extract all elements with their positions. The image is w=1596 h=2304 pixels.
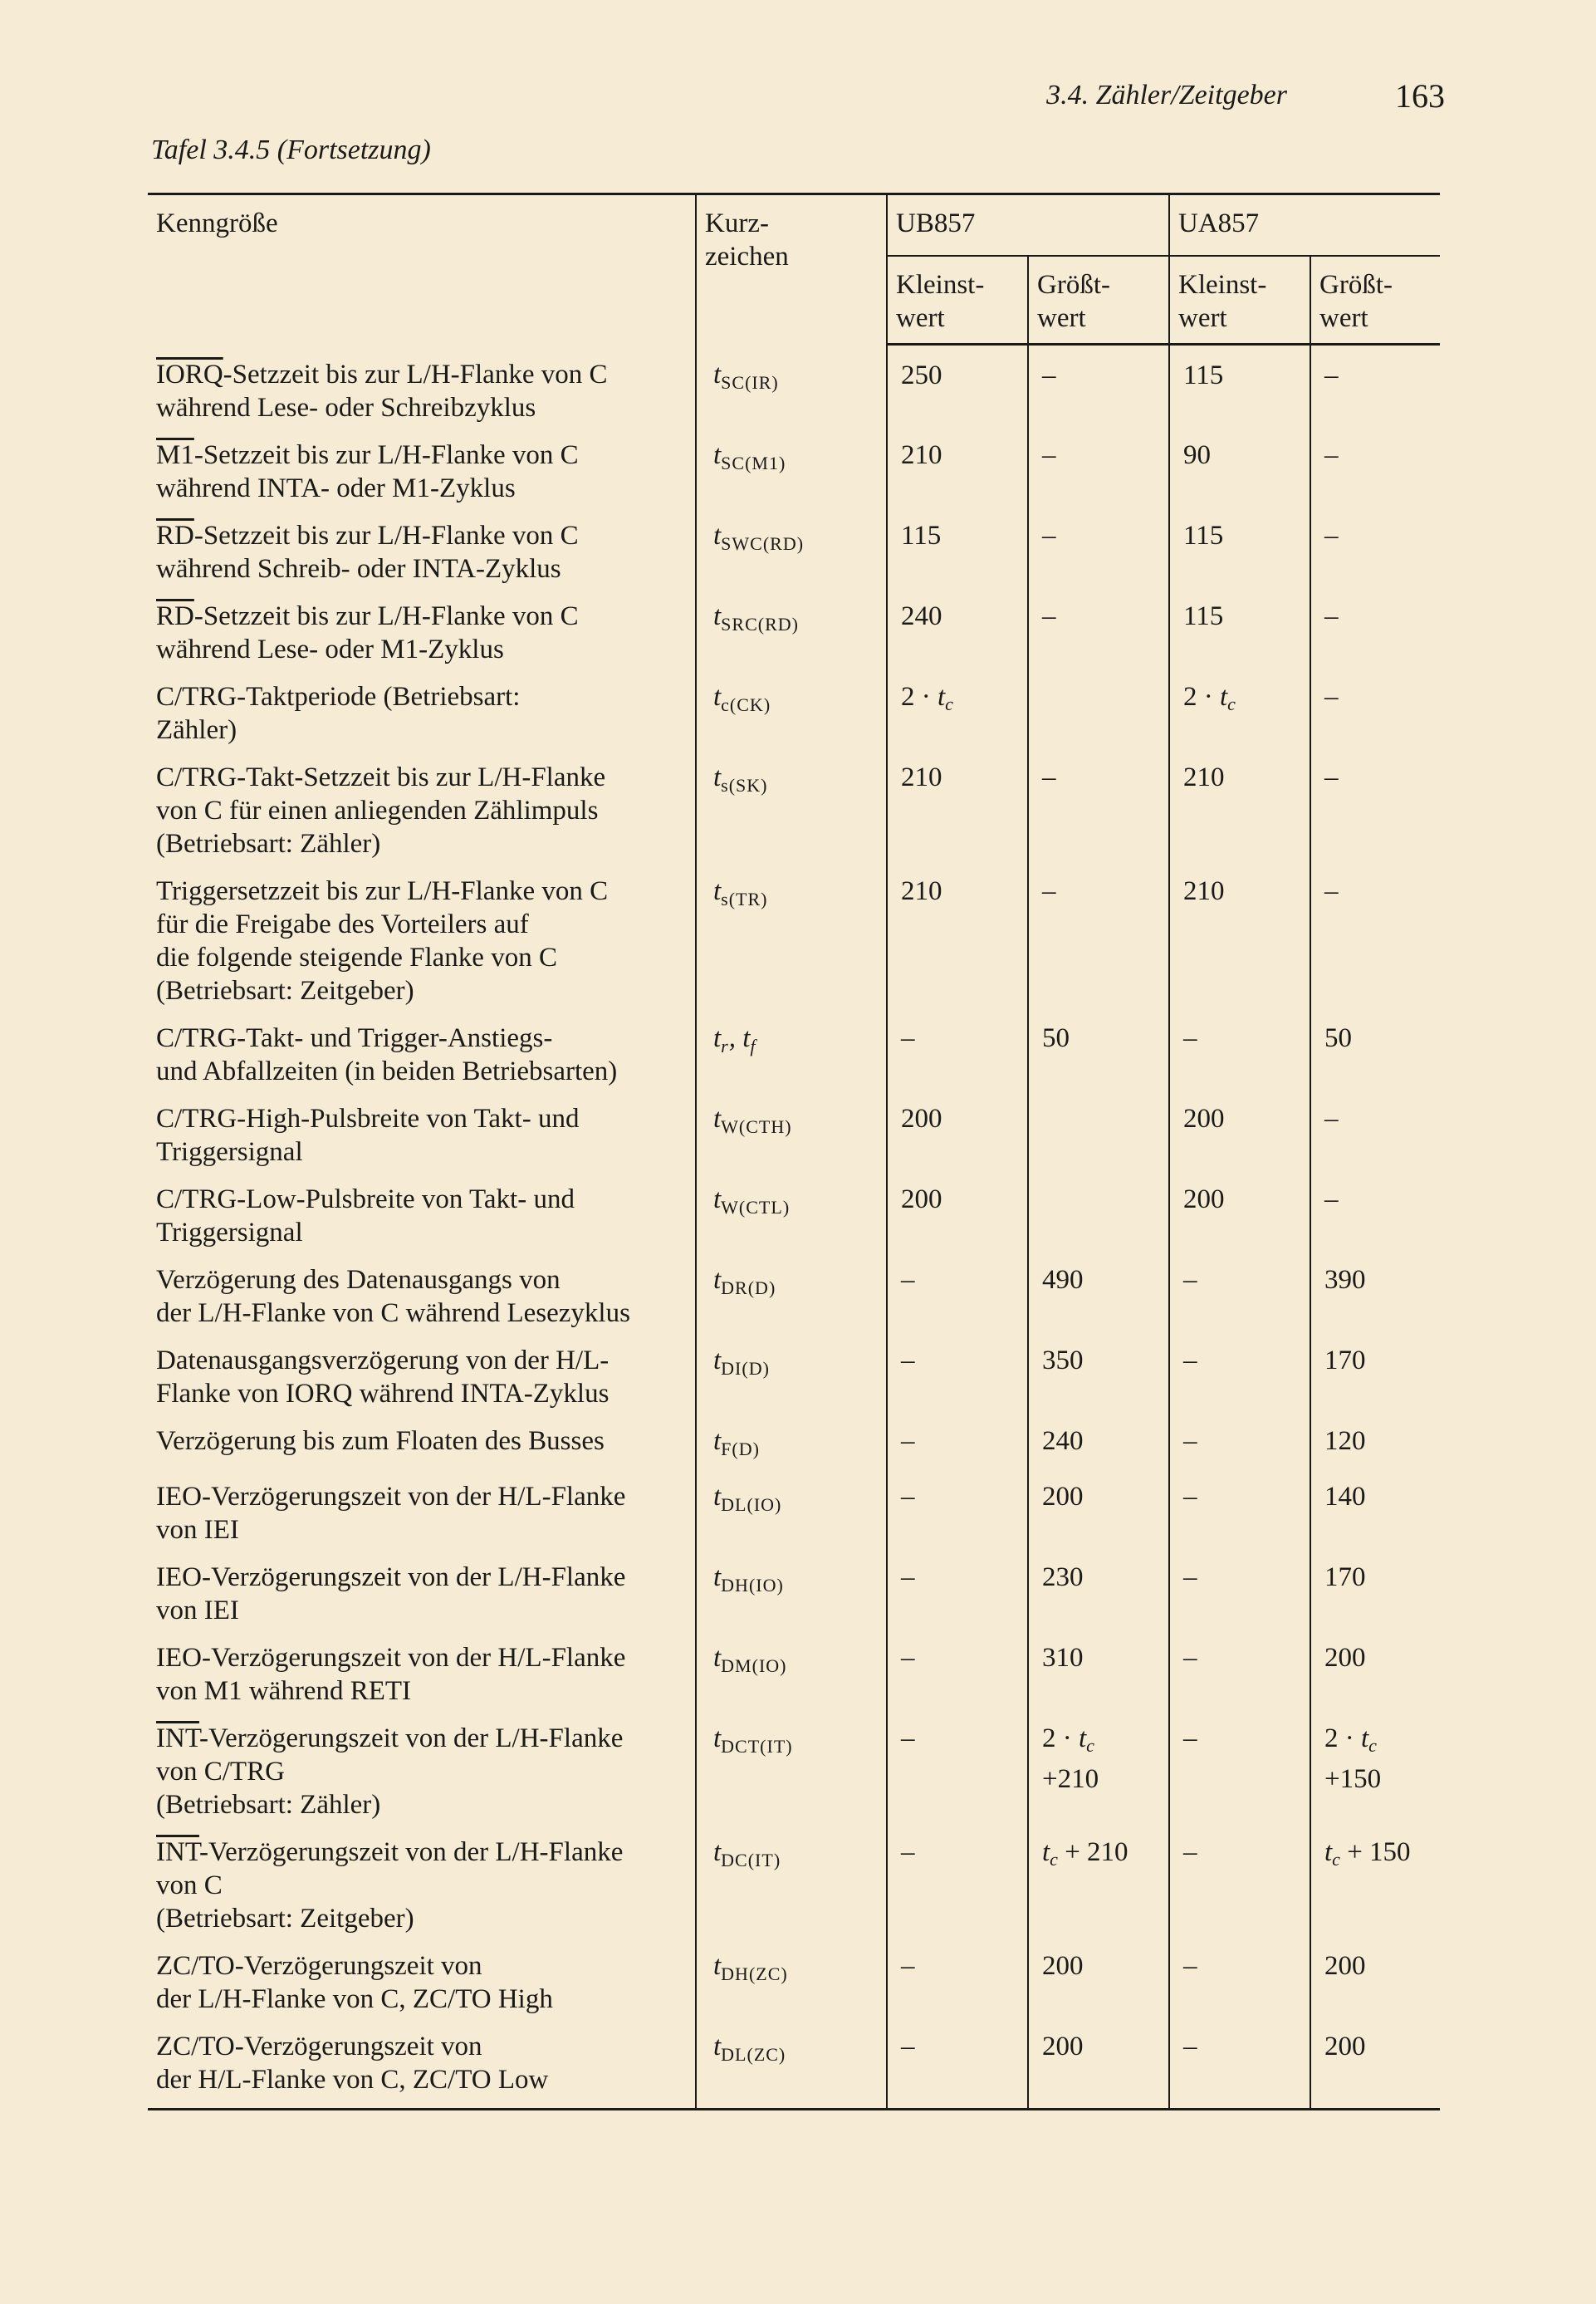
- table-row: [148, 1338, 1440, 1419]
- row-description: -Setzzeit bis zur L/H-Flanke von C während Lese- oder M1-Zyklus: [156, 601, 579, 664]
- cell-ua-max: 140: [1310, 1474, 1440, 1555]
- cell-ub-max: 490: [1028, 1257, 1169, 1338]
- cell-ub-min: 210: [887, 433, 1028, 513]
- cell-ua-min: 90: [1169, 433, 1310, 513]
- row-kenngroesse: [148, 1096, 696, 1177]
- row-description: -Setzzeit bis zur L/H-Flanke von C während Schreib- oder INTA-Zyklus: [156, 520, 579, 584]
- row-kurzzeichen: $t_{SC(IR)}$: [696, 345, 887, 433]
- row-kenngroesse: [148, 1716, 696, 1830]
- row-kenngroesse: [148, 1419, 696, 1474]
- row-kurzzeichen: $t_{DM(IO)}$: [696, 1635, 887, 1716]
- cell-ub-max: –: [1028, 433, 1169, 513]
- table-row: [148, 345, 1440, 433]
- cell-ub-max: –: [1028, 345, 1169, 433]
- row-kenngroesse: [148, 1016, 696, 1096]
- row-kurzzeichen: $t_r$, $t_f$: [696, 1016, 887, 1096]
- row-kurzzeichen: $t_{DI(D)}$: [696, 1338, 887, 1419]
- cell-ua-max: 170: [1310, 1338, 1440, 1419]
- cell-ua-max: 2 · tc +150: [1310, 1716, 1440, 1830]
- row-kenngroesse: [148, 869, 696, 1016]
- row-description: Datenausgangsverzögerung von der H/L- Flanke von IORQ während INTA-Zyklus: [156, 1345, 610, 1409]
- cell-ub-max: 230: [1028, 1555, 1169, 1635]
- overline-signal: $\overline{RD}$: [156, 520, 194, 551]
- row-kenngroesse: [148, 1177, 696, 1257]
- cell-ub-min: –: [887, 1474, 1028, 1555]
- row-kurzzeichen: $t_{SC(M1)}$: [696, 433, 887, 513]
- cell-ua-max: 200: [1310, 1635, 1440, 1716]
- cell-ua-max: –: [1310, 594, 1440, 674]
- cell-ub-max: –: [1028, 594, 1169, 674]
- row-description: -Setzzeit bis zur L/H-Flanke von C während Lese- oder Schreibzyklus: [156, 359, 608, 423]
- cell-ub-max: –: [1028, 513, 1169, 594]
- header-ua857: UA857: [1169, 194, 1440, 257]
- cell-ub-min: –: [887, 1016, 1028, 1096]
- row-kenngroesse: [148, 1830, 696, 1944]
- row-description: C/TRG-Low-Pulsbreite von Takt- und Triggersignal: [156, 1184, 575, 1248]
- row-description: ZC/TO-Verzögerungszeit von der L/H-Flanke von C, ZC/TO High: [156, 1950, 553, 2014]
- row-description: IEO-Verzögerungszeit von der H/L-Flanke von IEI: [156, 1481, 626, 1545]
- row-kenngroesse: [148, 1257, 696, 1338]
- cell-ua-min: –: [1169, 1257, 1310, 1338]
- overline-signal: M1: [156, 439, 194, 470]
- row-kenngroesse: [148, 1944, 696, 2024]
- cell-ua-max: –: [1310, 345, 1440, 433]
- page-header: [151, 76, 1445, 126]
- cell-ua-max: –: [1310, 433, 1440, 513]
- table-row: [148, 674, 1440, 755]
- cell-ub-max: [1028, 674, 1169, 755]
- cell-ua-min: 2 · tc: [1169, 674, 1310, 755]
- table-row: [148, 1096, 1440, 1177]
- row-description: Verzögerung bis zum Floaten des Busses: [156, 1425, 605, 1456]
- cell-ua-max: –: [1310, 513, 1440, 594]
- running-head: 3.4. Zähler/Zeitgeber: [1046, 80, 1287, 110]
- cell-ua-min: –: [1169, 1830, 1310, 1944]
- header-ub857-groesstwert: Größt- wert: [1028, 256, 1169, 345]
- row-kurzzeichen: $t_{W(CTL)}$: [696, 1177, 887, 1257]
- row-kurzzeichen: $t_{W(CTH)}$: [696, 1096, 887, 1177]
- cell-ub-min: –: [887, 1635, 1028, 1716]
- overline-signal: $\overline{INT}$: [156, 1723, 199, 1753]
- cell-ub-max: 50: [1028, 1016, 1169, 1096]
- table-row: [148, 433, 1440, 513]
- cell-ua-max: –: [1310, 1177, 1440, 1257]
- cell-ua-max: 390: [1310, 1257, 1440, 1338]
- row-kenngroesse: [148, 674, 696, 755]
- cell-ua-max: 170: [1310, 1555, 1440, 1635]
- header-ub857-kleinstwert: Kleinst- wert: [887, 256, 1028, 345]
- cell-ua-min: 115: [1169, 594, 1310, 674]
- cell-ub-min: 210: [887, 755, 1028, 869]
- cell-ub-min: 2 · tc: [887, 674, 1028, 755]
- cell-ua-min: –: [1169, 1338, 1310, 1419]
- cell-ua-max: 200: [1310, 2024, 1440, 2110]
- cell-ub-min: –: [887, 1555, 1028, 1635]
- table-row: [148, 1177, 1440, 1257]
- overline-signal: $\overline{INT}$: [156, 1836, 199, 1867]
- row-description: C/TRG-High-Pulsbreite von Takt- und Triggersignal: [156, 1103, 580, 1167]
- cell-ub-min: –: [887, 1338, 1028, 1419]
- row-description: -Verzögerungszeit von der L/H-Flanke von C (Betriebsart: Zeitgeber): [156, 1836, 624, 1934]
- cell-ub-max: 200: [1028, 1474, 1169, 1555]
- row-kurzzeichen: $t_{s(SK)}$: [696, 755, 887, 869]
- header-ua857-groesstwert: Größt- wert: [1310, 256, 1440, 345]
- cell-ua-max: –: [1310, 1096, 1440, 1177]
- cell-ua-min: 115: [1169, 513, 1310, 594]
- cell-ua-max: –: [1310, 869, 1440, 1016]
- cell-ub-min: 250: [887, 345, 1028, 433]
- cell-ua-max: 120: [1310, 1419, 1440, 1474]
- header-kurzzeichen: Kurz- zeichen: [696, 194, 887, 345]
- header-ub857: UB857: [887, 194, 1169, 257]
- row-description: ZC/TO-Verzögerungszeit von der H/L-Flanke von C, ZC/TO Low: [156, 2031, 549, 2095]
- cell-ua-min: 200: [1169, 1177, 1310, 1257]
- row-kenngroesse: [148, 755, 696, 869]
- table-row: [148, 1716, 1440, 1830]
- table-row: [148, 2024, 1440, 2110]
- cell-ub-min: –: [887, 1944, 1028, 2024]
- row-description: C/TRG-Takt-Setzzeit bis zur L/H-Flanke von C für einen anliegenden Zählimpuls (Betriebsart: Zähler): [156, 762, 606, 859]
- row-kenngroesse: [148, 2024, 696, 2110]
- row-kurzzeichen: $t_{F(D)}$: [696, 1419, 887, 1474]
- row-kurzzeichen: $t_{DL(IO)}$: [696, 1474, 887, 1555]
- cell-ub-min: –: [887, 1257, 1028, 1338]
- table-row: [148, 755, 1440, 869]
- row-kurzzeichen: $t_{DCT(IT)}$: [696, 1716, 887, 1830]
- cell-ub-max: tc + 210: [1028, 1830, 1169, 1944]
- cell-ua-min: –: [1169, 1944, 1310, 2024]
- row-description: Verzögerung des Datenausgangs von der L/H-Flanke von C während Lesezyklus: [156, 1264, 630, 1328]
- table-row: [148, 1555, 1440, 1635]
- row-kurzzeichen: $t_{c(CK)}$: [696, 674, 887, 755]
- cell-ub-min: 115: [887, 513, 1028, 594]
- row-kenngroesse: [148, 1635, 696, 1716]
- cell-ub-max: [1028, 1096, 1169, 1177]
- cell-ub-max: –: [1028, 755, 1169, 869]
- cell-ub-min: –: [887, 2024, 1028, 2110]
- cell-ub-max: 310: [1028, 1635, 1169, 1716]
- header-ua857-kleinstwert: Kleinst- wert: [1169, 256, 1310, 345]
- overline-signal: $\overline{RD}$: [156, 601, 194, 631]
- cell-ua-min: –: [1169, 2024, 1310, 2110]
- row-kurzzeichen: $t_{DH(IO)}$: [696, 1555, 887, 1635]
- row-kurzzeichen: $t_{DC(IT)}$: [696, 1830, 887, 1944]
- cell-ub-max: 240: [1028, 1419, 1169, 1474]
- table-body: [148, 345, 1440, 2110]
- table-row: [148, 1944, 1440, 2024]
- row-description: C/TRG-Taktperiode (Betriebsart: Zähler): [156, 681, 521, 745]
- cell-ub-min: 200: [887, 1177, 1028, 1257]
- table-caption: Tafel 3.4.5 (Fortsetzung): [151, 135, 431, 165]
- row-kurzzeichen: $t_{DH(ZC)}$: [696, 1944, 887, 2024]
- row-kenngroesse: [148, 1474, 696, 1555]
- cell-ub-min: 240: [887, 594, 1028, 674]
- cell-ub-max: 350: [1028, 1338, 1169, 1419]
- cell-ua-min: 115: [1169, 345, 1310, 433]
- cell-ua-min: –: [1169, 1635, 1310, 1716]
- row-kenngroesse: [148, 433, 696, 513]
- parameter-table: [148, 193, 1440, 2110]
- table-row: [148, 1474, 1440, 1555]
- cell-ua-min: –: [1169, 1474, 1310, 1555]
- cell-ub-min: –: [887, 1830, 1028, 1944]
- cell-ub-max: 2 · tc +210: [1028, 1716, 1169, 1830]
- row-kenngroesse: [148, 345, 696, 433]
- cell-ub-min: –: [887, 1716, 1028, 1830]
- cell-ua-max: –: [1310, 755, 1440, 869]
- table-row: [148, 1830, 1440, 1944]
- cell-ub-max: [1028, 1177, 1169, 1257]
- cell-ua-min: –: [1169, 1419, 1310, 1474]
- row-kurzzeichen: $t_{DL(ZC)}$: [696, 2024, 887, 2110]
- cell-ub-min: 200: [887, 1096, 1028, 1177]
- table-row: [148, 513, 1440, 594]
- row-kenngroesse: [148, 513, 696, 594]
- row-kenngroesse: [148, 1555, 696, 1635]
- cell-ua-min: 210: [1169, 869, 1310, 1016]
- row-kurzzeichen: $t_{SRC(RD)}$: [696, 594, 887, 674]
- row-kenngroesse: [148, 594, 696, 674]
- cell-ua-min: 210: [1169, 755, 1310, 869]
- cell-ua-min: 200: [1169, 1096, 1310, 1177]
- cell-ub-max: –: [1028, 869, 1169, 1016]
- row-description: IEO-Verzögerungszeit von der H/L-Flanke von M1 während RETI: [156, 1642, 626, 1706]
- page-number: 163: [1395, 77, 1445, 115]
- row-description: Triggersetzzeit bis zur L/H-Flanke von C für die Freigabe des Vorteilers auf die folgende steigende Flanke von C (Betriebsart: Zeitgeber): [156, 875, 609, 1006]
- table-row: [148, 1016, 1440, 1096]
- cell-ub-max: 200: [1028, 2024, 1169, 2110]
- row-kurzzeichen: $t_{SWC(RD)}$: [696, 513, 887, 594]
- cell-ua-min: –: [1169, 1555, 1310, 1635]
- cell-ua-max: –: [1310, 674, 1440, 755]
- row-description: C/TRG-Takt- und Trigger-Anstiegs- und Abfallzeiten (in beiden Betriebsarten): [156, 1022, 618, 1086]
- cell-ua-max: 50: [1310, 1016, 1440, 1096]
- table-row: [148, 1419, 1440, 1474]
- row-kurzzeichen: $t_{s(TR)}$: [696, 869, 887, 1016]
- row-description: -Setzzeit bis zur L/H-Flanke von C während INTA- oder M1-Zyklus: [156, 439, 579, 503]
- cell-ub-max: 200: [1028, 1944, 1169, 2024]
- cell-ub-min: –: [887, 1419, 1028, 1474]
- cell-ua-min: –: [1169, 1016, 1310, 1096]
- header-kenngroesse: Kenngröße: [148, 194, 696, 345]
- table-row: [148, 1257, 1440, 1338]
- row-kenngroesse: [148, 1338, 696, 1419]
- cell-ub-min: 210: [887, 869, 1028, 1016]
- table-row: [148, 869, 1440, 1016]
- table-row: [148, 1635, 1440, 1716]
- row-description: IEO-Verzögerungszeit von der L/H-Flanke von IEI: [156, 1561, 626, 1625]
- overline-signal: IORQ: [156, 359, 223, 390]
- cell-ua-min: –: [1169, 1716, 1310, 1830]
- cell-ua-max: tc + 150: [1310, 1830, 1440, 1944]
- row-description: -Verzögerungszeit von der L/H-Flanke von C/TRG (Betriebsart: Zähler): [156, 1723, 624, 1820]
- table-row: [148, 594, 1440, 674]
- cell-ua-max: 200: [1310, 1944, 1440, 2024]
- row-kurzzeichen: $t_{DR(D)}$: [696, 1257, 887, 1338]
